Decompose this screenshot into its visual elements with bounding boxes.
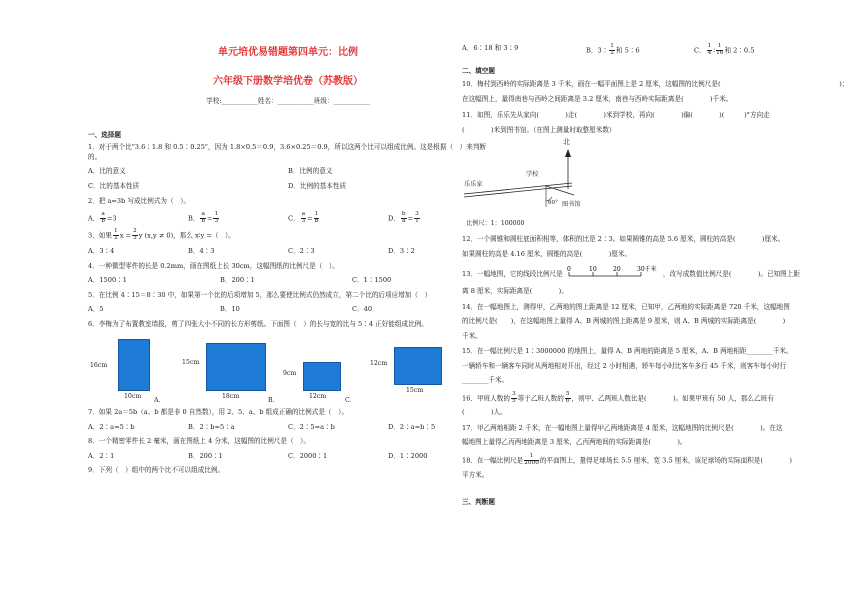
- q16-middle: 等于乙班人数的: [517, 394, 564, 403]
- q13-scale-svg: [565, 265, 661, 279]
- question-4: 4．一种微型零件的长是 0.2mm，画在图纸上长 30cm，这幅图纸的比例尺是（ ）。: [88, 261, 339, 270]
- q9-option-a[interactable]: A．6∶18 和 3∶9: [462, 44, 519, 52]
- q6-figure-b[interactable]: [180, 335, 280, 405]
- q3-f1-den: 2: [113, 235, 118, 242]
- q2-option-c[interactable]: [288, 212, 388, 225]
- north-arrow-head: [565, 149, 571, 157]
- q6-b-rectangle: [206, 343, 266, 391]
- q9-b-den: 2: [610, 49, 614, 56]
- q6-b-letter: B.: [268, 397, 275, 405]
- home-label: 乐乐家: [464, 181, 483, 189]
- q1-options-row2: [88, 182, 488, 192]
- question-3: [88, 229, 488, 242]
- q2-b-num: a: [201, 210, 205, 217]
- question-12-line1: 12．一个圆锥和圆柱底面积相等，体积的比是 2∶3。如果圆锥的高是 5.6 厘米，圆柱的高是( )厘米。: [462, 235, 785, 244]
- q1-option-d[interactable]: D．比例的基本性质: [288, 181, 347, 190]
- q1-options-row1: [88, 167, 488, 177]
- q4-option-b[interactable]: B．200∶1: [220, 276, 255, 285]
- q1-option-a[interactable]: A．比的意义: [88, 167, 126, 176]
- question-18-line2: 平方米。: [462, 470, 489, 479]
- question-6: 6．李梅为了布置教室墙报，剪了四张大小不同的长方形剪纸。下面图（ ）的长与宽的比与 5∶4 正好能组成比例。: [88, 319, 428, 328]
- q3-fraction1: [113, 229, 119, 242]
- q18-prefix: 18．在一幅比例尺是: [462, 456, 524, 465]
- q2-options: [88, 212, 488, 225]
- q8-option-a[interactable]: A．2∶1: [88, 451, 115, 460]
- q6-a-height-label: 16cm: [90, 362, 108, 370]
- q11-map-diagram: [462, 139, 860, 229]
- q1-option-b[interactable]: B．比例的意义: [288, 167, 333, 176]
- q2-c-eq: =: [307, 214, 313, 223]
- q9-b-prefix: B．3∶: [586, 46, 609, 55]
- question-13-line2: 离 8 厘米，实际距离是( )。: [462, 286, 568, 295]
- q2-c-fraction1: [301, 212, 306, 225]
- school-label: 学校: [526, 171, 539, 179]
- question-11-line2: ( )米到图书馆。（在图上测量时取整厘米数）: [462, 125, 616, 134]
- q16-f1-den: 5: [511, 397, 516, 404]
- q5-option-b[interactable]: B．10: [220, 305, 240, 314]
- q3-option-c[interactable]: C．2∶3: [288, 247, 315, 256]
- q7-options: [88, 423, 488, 433]
- q18-suffix: 的平面图上，量得足球场长 5.5 厘米，宽 3.5 厘米，该足球场的实际面积是( ): [539, 456, 792, 465]
- q2-b-eq: =: [206, 214, 213, 223]
- q2-c-den: 3: [301, 217, 306, 224]
- scale-label-30km: 30千米: [636, 266, 657, 274]
- question-15-line2: 一辆轿车和一辆客车同时从两地相对开出，经过 2 小时相遇，轿车每小时比客车多行 45 千米，则客车每小时行: [462, 361, 787, 370]
- q3-option-a[interactable]: A．3∶4: [88, 247, 115, 256]
- question-16-line2: ( )人。: [462, 408, 507, 417]
- q3-option-b[interactable]: B．4∶3: [188, 247, 215, 256]
- question-16-line1: [462, 392, 860, 405]
- q2-option-b[interactable]: [188, 212, 288, 225]
- q13-prefix: 13．一幅地图，它的线段比例尺是: [462, 270, 563, 279]
- q2-d-eq: =: [407, 214, 414, 223]
- q2-b-den2: 3: [214, 217, 219, 224]
- q2-d-num2: 3: [415, 210, 419, 217]
- question-14-line2: 的比例尺是( )，在这幅地图上量得 A、B 两城的图上距离是 9 厘米，则 A、B 两城的实际距离是( ): [462, 317, 786, 326]
- student-info-line: 学校:___________姓名：___________班级：___________: [206, 97, 370, 105]
- q11-map-svg: [462, 139, 662, 229]
- scale-label-0: 0: [566, 266, 571, 274]
- q6-a-width-label: 10cm: [124, 393, 142, 401]
- q7-option-c[interactable]: C．2∶5=a∶b: [288, 422, 335, 431]
- q13-line-scale: [565, 265, 661, 283]
- doc-title: 单元培优易错题第四单元：比例: [218, 47, 358, 58]
- q2-c-den2: b: [314, 217, 319, 224]
- question-13-line1: [462, 265, 860, 283]
- q3-f2-num: 2: [133, 228, 137, 235]
- q2-a-num: a: [101, 210, 105, 217]
- doc-subtitle: 六年级下册数学培优卷（苏教版）: [213, 75, 363, 87]
- library-label: 图书馆: [562, 201, 581, 209]
- q3-f2-den: 3: [133, 235, 137, 242]
- q2-a-label: A．: [88, 214, 100, 223]
- q2-option-a[interactable]: [88, 212, 188, 225]
- q8-options: [88, 452, 488, 462]
- question-15-line1: 15．在一幅比例尺是 1∶3000000 的地图上，量得 A、B 两地的距离是 5 厘米，A、B 两地相距________千米。: [462, 347, 793, 356]
- q2-c-fraction2: [314, 212, 320, 225]
- left-column: [88, 0, 488, 476]
- q6-figure-d[interactable]: [370, 335, 450, 405]
- q2-d-den: a: [402, 217, 406, 224]
- question-2: 2．把 a=3b 写成比例式为（ ）。: [88, 197, 191, 206]
- q6-b-width-label: 18cm: [222, 393, 240, 401]
- q16-f1-num: 3: [511, 390, 516, 397]
- q6-d-rectangle: [394, 347, 442, 385]
- q9-c-fraction2: [716, 44, 723, 57]
- q3-option-d[interactable]: D．3∶2: [388, 247, 415, 256]
- q2-d-den2: 1: [415, 217, 419, 224]
- q4-option-a[interactable]: A．1500∶1: [88, 276, 127, 285]
- q5-option-a[interactable]: A．5: [88, 305, 104, 314]
- q9-c-f2-den: 16: [716, 49, 724, 56]
- q16-fraction2: [565, 392, 571, 405]
- q16-f2-num: 5: [565, 390, 570, 397]
- q2-a-den: b: [101, 217, 105, 224]
- q2-a-rest: =3: [106, 214, 117, 223]
- q18-den: 2000: [524, 459, 539, 466]
- q18-num: 1: [524, 454, 539, 461]
- q2-b-fraction2: [213, 212, 219, 225]
- q13-suffix: ，改写成数值比例尺是( )。已知图上距: [662, 270, 800, 279]
- q3-fraction2: [132, 229, 138, 242]
- section-fill-heading: 二、填空题: [462, 66, 495, 75]
- q6-c-rectangle: [303, 362, 341, 391]
- q2-d-num: b: [401, 210, 406, 217]
- q2-b-fraction1: [200, 212, 205, 225]
- q2-c-num: a: [301, 210, 306, 217]
- question-9: 9．下列（ ）组中的两个比不可以组成比例。: [88, 466, 225, 475]
- q16-prefix: 16．甲班人数的: [462, 394, 510, 403]
- q9-c-prefix: C．: [694, 46, 706, 55]
- q2-c-label: C．: [288, 214, 300, 223]
- section-choice-heading: 一、选择题: [88, 130, 121, 139]
- q9-c-suffix: 和 2∶0.5: [724, 46, 755, 55]
- q9-options: [462, 44, 860, 57]
- q8-option-c[interactable]: C．2000∶1: [288, 451, 328, 460]
- q16-fraction1: [511, 392, 517, 405]
- scale-label-10: 10: [588, 266, 597, 274]
- q9-c-fraction1: [707, 43, 716, 57]
- q6-a-letter: A.: [154, 397, 161, 405]
- q6-rectangle-figures: [88, 335, 488, 405]
- right-column: [462, 0, 860, 510]
- q5-option-c[interactable]: C．40: [352, 305, 373, 314]
- question-18-line1: [462, 454, 860, 467]
- question-8: 8．一个精密零件长 2 毫米，画在图纸上 4 分米，这幅图的比例尺是（ ）。: [88, 437, 311, 446]
- q2-a-fraction: [100, 212, 105, 225]
- q3-suffix: y (x,y ≠ 0)，那么 x∶y =（ ）。: [138, 231, 235, 240]
- q4-options: [88, 276, 488, 286]
- q16-f2-den: 6: [565, 397, 570, 404]
- q6-figure-a[interactable]: [88, 335, 168, 405]
- scale-label-20: 20: [612, 266, 621, 274]
- q2-d-fraction2: [414, 212, 420, 225]
- q9-b-fraction: [609, 44, 615, 57]
- q3-options: [88, 247, 488, 257]
- q9-option-c[interactable]: [694, 44, 860, 57]
- q2-b-den: b: [201, 217, 206, 224]
- q6-figure-c[interactable]: [283, 335, 353, 405]
- q9-b-suffix: 和 5∶6: [615, 46, 640, 55]
- q3-f1-num: 1: [113, 228, 118, 235]
- q6-d-height-label: 12cm: [370, 360, 388, 368]
- q6-d-width-label: 15cm: [406, 387, 424, 395]
- q6-c-letter: C.: [345, 397, 352, 405]
- q9-c-f1-num: 1: [707, 43, 712, 49]
- question-17-line2: 幅地图上量得乙丙两地距离是 3 厘米，乙丙两地间的实际距离是( )。: [462, 438, 687, 447]
- question-15-line3: ________千米。: [462, 376, 509, 385]
- q7-option-d[interactable]: D．2∶a=b∶5: [388, 422, 436, 431]
- q16-suffix: ，则甲、乙两班人数比是( )。如果甲班有 50 人，那么乙班有: [571, 394, 774, 403]
- q9-b-num: 1: [610, 43, 614, 49]
- q9-option-b[interactable]: [586, 44, 694, 57]
- map-scale-label: 比例尺：1：100000: [466, 220, 525, 228]
- q6-c-height-label: 9cm: [283, 370, 297, 378]
- north-label: 北: [563, 138, 570, 147]
- q6-a-rectangle: [118, 339, 150, 391]
- q3-prefix: 3．如果: [88, 231, 112, 240]
- question-10-line1: 10．梅村到西岭的实际距离是 3 千米，画在一幅平面图上是 2 厘米，这幅图的比例尺是( )；: [462, 80, 849, 89]
- question-11-line1: 11．如图，乐乐先从家向( )走( )米到学校，再向( )偏( )( )°方向走: [462, 111, 770, 120]
- question-14-line3: 千米。: [462, 331, 482, 340]
- question-1: 1．对于两个比"3.6∶1.8 和 0.5∶0.25"，因为 1.8×0.5＝0.9，3.6×0.25＝0.9，所以这两个比可以组成比例。这是根据（ ）来判断的。: [88, 143, 487, 161]
- q9-c-f1-den: 4: [707, 49, 712, 56]
- q8-option-d[interactable]: D．1∶2000: [388, 451, 428, 460]
- q8-option-b[interactable]: B．200∶1: [188, 451, 223, 460]
- q6-b-height-label: 15cm: [182, 359, 200, 367]
- q18-fraction: [524, 454, 539, 467]
- section-judge-heading: 三、判断题: [462, 498, 495, 507]
- question-5: 5．在比例 4∶15＝8∶30 中，如果第一个比的后项增加 5，那么要使比例式仍然成立，第二个比的后项应增加（ ）: [88, 290, 432, 299]
- question-10-line2: 在这幅图上，量得南巷与西岭之间距离是 3.2 厘米，南巷与西岭实际距离是( )千米。: [462, 94, 733, 103]
- q9-c-colon: ∶: [713, 46, 716, 55]
- angle-label: 60°: [548, 200, 558, 207]
- q6-c-width-label: 12cm: [309, 393, 327, 401]
- question-12-line2: 如果圆柱的高是 4.16 厘米，圆锥的高是( )厘米。: [462, 249, 632, 258]
- q2-c-num2: 1: [314, 210, 319, 217]
- q9-c-f2-num: 1: [717, 43, 722, 49]
- q2-d-fraction1: [401, 212, 407, 225]
- question-17-line1: 17．甲乙两地相距 2 千米，在一幅地图上量得甲乙两地距离是 4 厘米，这幅地图的比例尺是( )。在这: [462, 423, 783, 432]
- q3-middle: x =: [119, 231, 132, 240]
- q2-d-label: D．: [388, 214, 400, 223]
- q1-option-c[interactable]: C．比的基本性质: [88, 181, 140, 190]
- q7-option-a[interactable]: A．2∶a=5∶b: [88, 422, 135, 431]
- q7-option-b[interactable]: B．2∶b=5∶a: [188, 422, 235, 431]
- question-14-line1: 14．在一幅地图上，测得甲，乙两地的图上距离是 12 厘米，已知甲，乙两地的实际距离是 720 千米，这幅地图: [462, 302, 790, 311]
- question-7: 7．如果 2a＝5b（a、b 都是非 0 自然数），用 2、5、a、b 组成正确的比例式是（ ）。: [88, 408, 349, 417]
- q2-b-label: B．: [188, 214, 200, 223]
- q5-options: [88, 305, 488, 315]
- q2-b-num2: 1: [214, 210, 219, 217]
- q4-option-c[interactable]: C．1∶1500: [352, 276, 392, 285]
